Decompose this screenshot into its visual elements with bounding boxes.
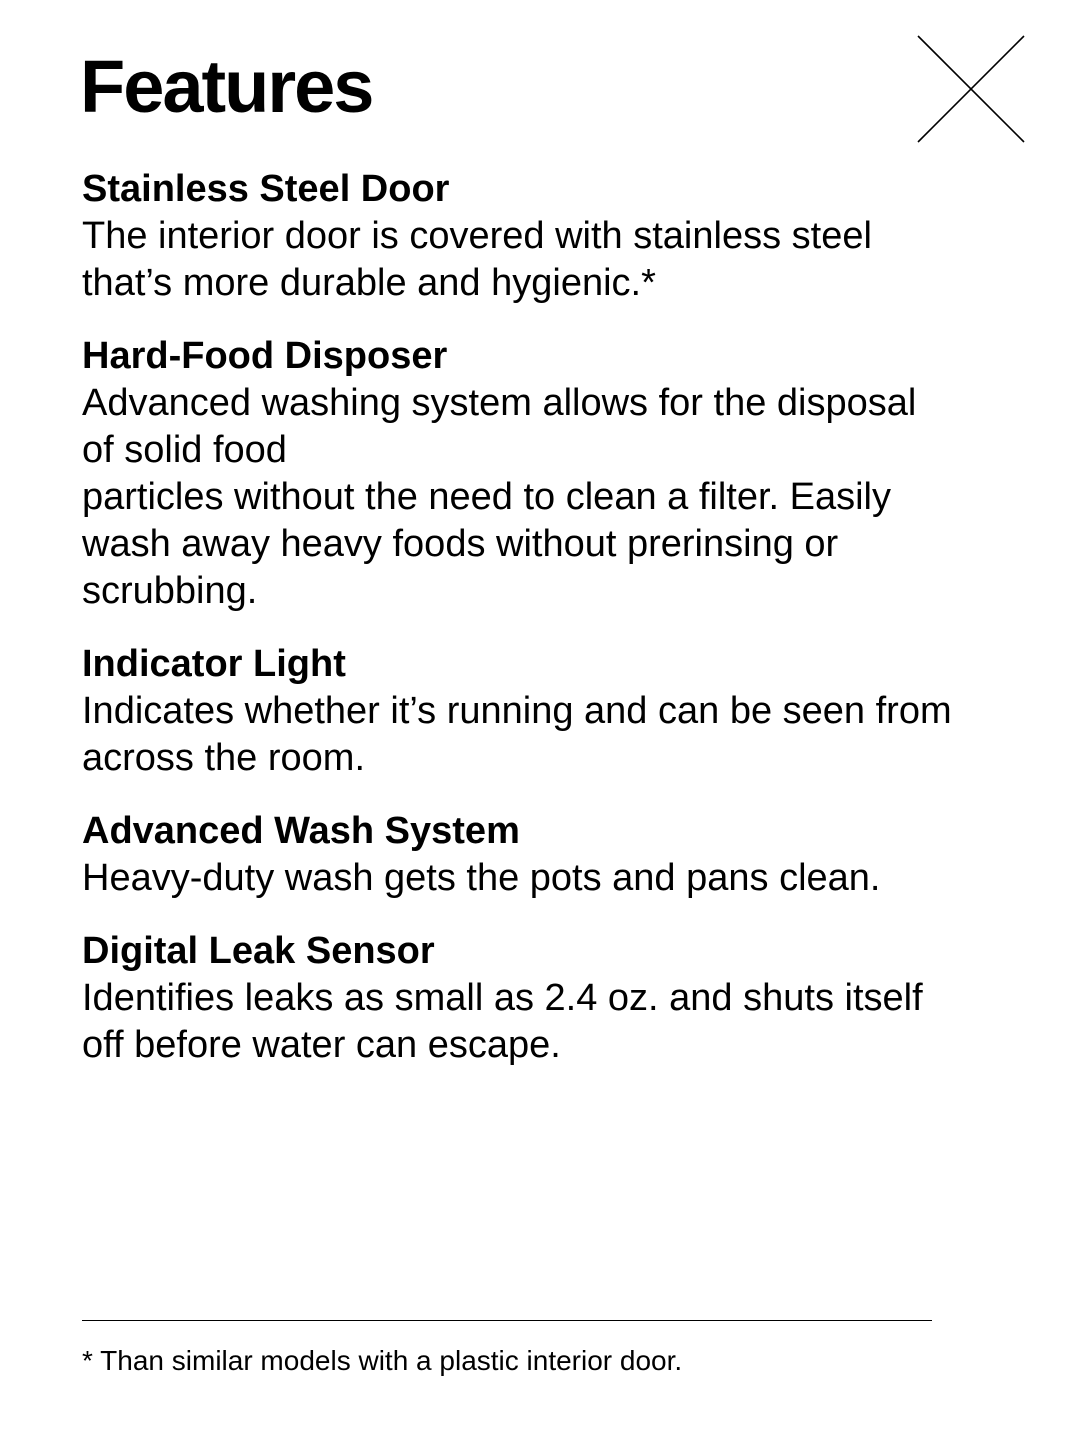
close-icon [916,34,1026,144]
feature-description: Indicates whether it’s running and can be seen from across the room. [82,690,952,779]
feature-title: Indicator Light [82,643,346,685]
feature-title: Advanced Wash System [82,810,520,852]
feature-title: Digital Leak Sensor [82,930,435,972]
feature-title: Hard-Food Disposer [82,335,448,377]
feature-description: Heavy-duty wash gets the pots and pans clean. [82,857,881,899]
feature-item-indicator-light [82,641,1002,782]
page-title: Features [80,45,373,128]
feature-list [82,166,1002,1095]
feature-item-advanced-wash-system [82,808,1002,902]
feature-description: Identifies leaks as small as 2.4 oz. and shuts itself off before water can escape. [82,977,923,1066]
feature-item-digital-leak-sensor [82,928,1002,1069]
feature-title: Stainless Steel Door [82,168,450,210]
footnote-divider [82,1320,932,1321]
feature-item-stainless-steel-door [82,166,1002,307]
feature-description: Advanced washing system allows for the disposal of solid food particles without the need to clean a filter. Easily wash away heavy foods without prerinsing or scrubbing. [82,382,917,612]
footnote: * Than similar models with a plastic interior door. [82,1345,683,1376]
close-button[interactable] [916,34,1026,144]
feature-description: The interior door is covered with stainless steel that’s more durable and hygienic.* [82,215,872,304]
feature-item-hard-food-disposer [82,333,1002,615]
